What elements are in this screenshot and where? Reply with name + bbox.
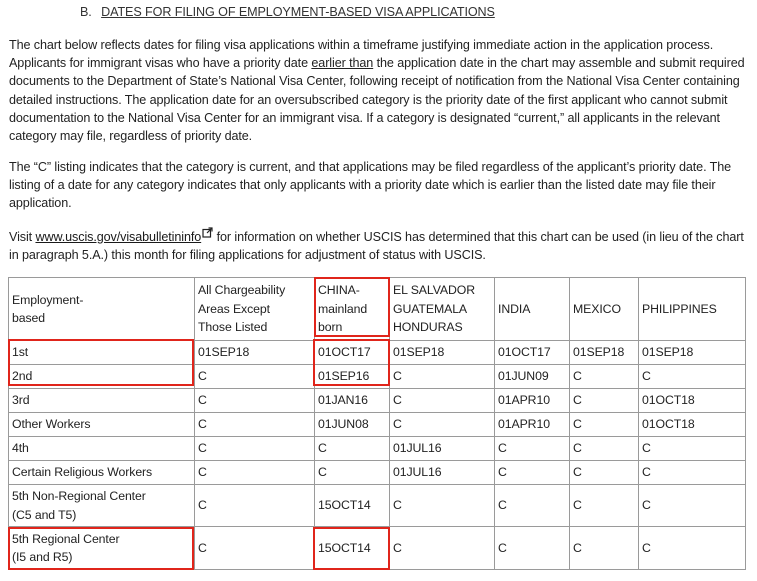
intro-text-before: The chart below reflects dates for filing visa applications within a timeframe justifying immediate action in the application process. Applicants for immigrant visas who have a priority date	[9, 38, 714, 71]
cell-text-line: Certain Religious Workers	[12, 465, 153, 480]
date-cell: C	[390, 527, 495, 570]
cell-text-line: born	[318, 320, 343, 335]
date-cell: 01APR10	[495, 413, 570, 437]
date-cell: C	[570, 461, 639, 485]
filing-dates-table	[8, 277, 746, 570]
table-row	[9, 389, 746, 413]
cell-text-line: 3rd	[12, 393, 30, 408]
date-cell: C	[639, 485, 746, 527]
date-cell: C	[495, 461, 570, 485]
table-row	[9, 365, 746, 389]
date-cell: C	[570, 365, 639, 389]
date-cell: C	[570, 413, 639, 437]
date-cell: 15OCT14	[315, 485, 390, 527]
cell-text-line: Employment-	[12, 292, 84, 307]
cell-text-line: (C5 and T5)	[12, 507, 77, 522]
date-cell: 01OCT17	[495, 341, 570, 365]
cell-text-line: Areas Except	[198, 301, 270, 316]
external-link-icon[interactable]	[202, 227, 213, 238]
date-cell: C	[195, 485, 315, 527]
date-cell: C	[570, 485, 639, 527]
uscis-link[interactable]: www.uscis.gov/visabulletininfo	[35, 230, 202, 244]
date-cell: C	[570, 527, 639, 570]
cell-text-line: based	[12, 311, 46, 325]
date-cell: 01JUL16	[390, 437, 495, 461]
date-cell: C	[639, 461, 746, 485]
intro-emphasis: earlier than	[311, 56, 374, 71]
date-cell: 01SEP18	[639, 341, 746, 365]
table-header-row	[9, 278, 746, 341]
date-cell: C	[495, 527, 570, 570]
section-letter: B.	[80, 5, 92, 19]
table-row	[9, 341, 746, 365]
date-cell: 01JAN16	[315, 389, 390, 413]
date-cell: C	[195, 437, 315, 461]
cell-text-line: Other Workers	[12, 417, 91, 432]
date-cell: 01OCT18	[639, 413, 746, 437]
cell-text-line: (I5 and R5)	[12, 550, 73, 564]
column-header	[390, 278, 495, 341]
cell-text-line: 1st	[12, 345, 29, 360]
category-cell	[9, 527, 195, 570]
date-cell: C	[315, 461, 390, 485]
date-cell: C	[390, 485, 495, 527]
cell-text-line: All Chargeability	[198, 283, 286, 298]
section-title: DATES FOR FILING OF EMPLOYMENT-BASED VISA APPLICATIONS	[101, 5, 495, 19]
date-cell: C	[195, 389, 315, 413]
date-cell: 01APR10	[495, 389, 570, 413]
date-cell: C	[315, 437, 390, 461]
uscis-text-before: Visit	[9, 230, 36, 244]
date-cell: 01JUL16	[390, 461, 495, 485]
date-cell: C	[495, 437, 570, 461]
cell-text-line: mainland	[318, 301, 368, 316]
category-cell	[9, 389, 195, 413]
column-header	[639, 278, 746, 341]
column-header	[570, 278, 639, 341]
date-cell: C	[639, 365, 746, 389]
intro-text-after: the application date in the chart may assemble and submit required documents to the Department of State’s National Visa Center, following receipt of notification from the National Visa Center containing detailed instructions. The application date for an oversubscribed category is the priority date of the first applicant who cannot submit documentation to the National Visa Center for an immigrant visa. If a category is designated “current,” all applicants in the relevant category may file, regardless of priority date.	[9, 56, 745, 144]
date-cell: 01OCT17	[315, 341, 390, 365]
intro-paragraph	[9, 36, 749, 145]
category-cell	[9, 461, 195, 485]
cell-text-line: 2nd	[12, 369, 33, 384]
column-header	[315, 278, 390, 341]
cell-text-line: GUATEMALA	[393, 301, 468, 316]
date-cell: 01SEP18	[390, 341, 495, 365]
uscis-text-after: for information on whether USCIS has determined that this chart can be used (in lieu of the chart in paragraph 5.A.) this month for filing applications for adjustment of status with USCIS.	[9, 230, 744, 263]
cell-text-line: INDIA	[498, 301, 531, 316]
date-cell: 01JUN09	[495, 365, 570, 389]
date-cell: C	[390, 389, 495, 413]
column-header	[9, 278, 195, 341]
column-header	[495, 278, 570, 341]
category-cell	[9, 485, 195, 527]
cell-text-line: EL SALVADOR	[393, 283, 476, 298]
column-header	[195, 278, 315, 341]
category-cell	[9, 437, 195, 461]
category-cell	[9, 413, 195, 437]
section-heading	[80, 5, 495, 19]
date-cell: C	[390, 413, 495, 437]
cell-text-line: PHILIPPINES	[642, 301, 717, 316]
cell-text-line: 4th	[12, 441, 29, 456]
date-cell: C	[390, 365, 495, 389]
uscis-paragraph	[9, 227, 749, 264]
date-cell: 15OCT14	[315, 527, 390, 570]
date-cell: 01JUN08	[315, 413, 390, 437]
category-cell	[9, 341, 195, 365]
date-cell: C	[195, 527, 315, 570]
date-cell: C	[570, 437, 639, 461]
date-cell: 01SEP18	[195, 341, 315, 365]
current-listing-paragraph: The “C” listing indicates that the category is current, and that applications may be filed regardless of the applicant’s priority date. The listing of a date for any category indicates that only applicants with a priority date which is earlier than the listed date may file their application.	[9, 160, 732, 211]
table-row	[9, 461, 746, 485]
date-cell: C	[195, 461, 315, 485]
date-cell: C	[639, 437, 746, 461]
table-row	[9, 527, 746, 570]
date-cell: C	[639, 527, 746, 570]
table-row	[9, 485, 746, 527]
date-cell: C	[570, 389, 639, 413]
category-cell	[9, 365, 195, 389]
cell-text-line: CHINA-	[318, 283, 360, 298]
date-cell: C	[195, 413, 315, 437]
cell-text-line: MEXICO	[573, 301, 621, 316]
date-cell: 01SEP16	[315, 365, 390, 389]
date-cell: C	[195, 365, 315, 389]
date-cell: 01OCT18	[639, 389, 746, 413]
cell-text-line: 5th Non-Regional Center	[12, 489, 146, 503]
table-row	[9, 437, 746, 461]
table-row	[9, 413, 746, 437]
date-cell: 01SEP18	[570, 341, 639, 365]
cell-text-line: Those Listed	[198, 320, 268, 335]
date-cell: C	[495, 485, 570, 527]
cell-text-line: HONDURAS	[393, 320, 463, 335]
cell-text-line: 5th Regional Center	[12, 531, 120, 546]
